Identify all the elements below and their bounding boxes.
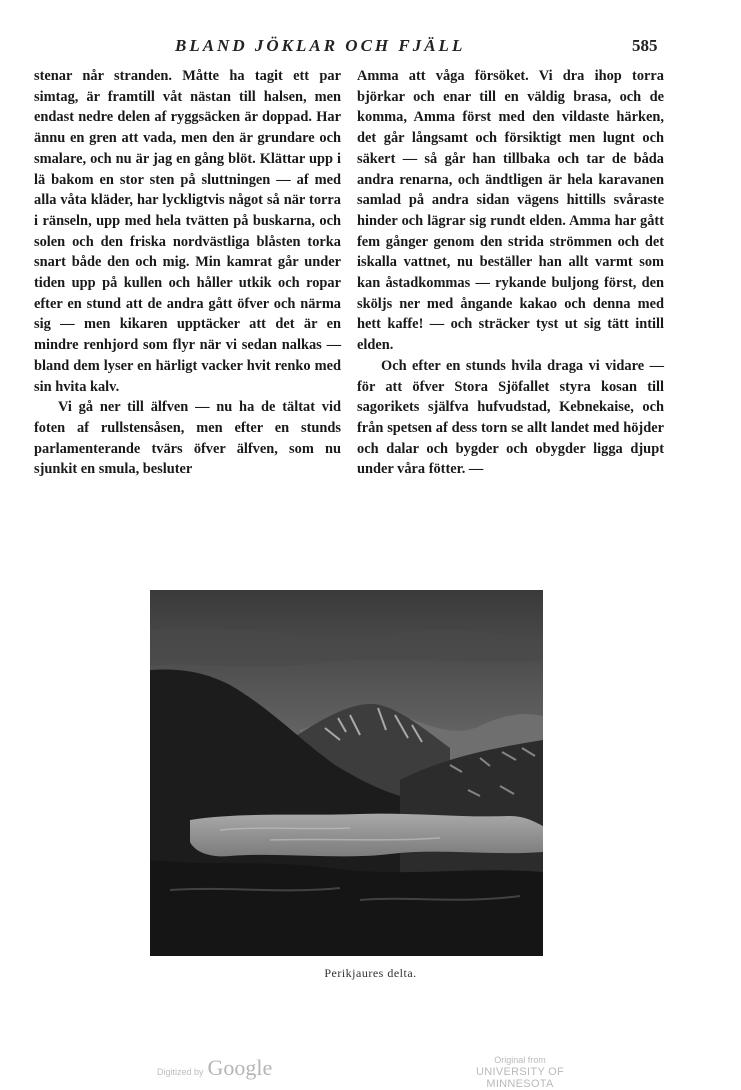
digitized-by-watermark	[157, 1055, 272, 1081]
landscape-illustration	[150, 590, 543, 956]
original-from-label: Original from	[494, 1055, 546, 1065]
right-paragraph-1: Amma att våga försöket. Vi dra ihop torra björkar och enar till en väldig brasa, och de komma, Amma först med den vildaste härken, det går långsamt och försiktigt men lugnt och säkert — så går han tillbaka och tar de båda andra renarna, och ändtligen är hela karavanen samlad på andra sidan vägens hittills svåraste hinder och lägrar sig rundt elden. Amma har gått fem gånger genom den strida strömmen och det iskalla vattnet, nu beställer han allt varmt som kan åstadkommas — rykande buljong först, den sköljs ner med ångande kakao och denna med hett kaffe! — och sträcker tyst ut sig tätt intill elden.	[357, 68, 664, 354]
left-paragraph-2: Vi gå ner till älfven — nu ha de tältat vid foten af rullstensåsen, men efter en stunds parlamenterande tvärs öfver älfven, som nu sjunkit en smula, besluter	[34, 399, 341, 478]
google-logo: Google	[207, 1055, 273, 1080]
running-head: BLAND JÖKLAR OCH FJÄLL	[175, 36, 466, 55]
page-number: 585	[632, 36, 658, 55]
right-column	[357, 66, 664, 480]
figure-caption: Perikjaures delta.	[324, 966, 417, 980]
left-paragraph-1: stenar når stranden. Måtte ha tagit ett par simtag, är framtill våt nästan till halsen, men endast nedre delen af ryggsäcken är doppad. Har ännu en gren att vada, men den är grundare och smalare, och nu är jag en gång blöt. Klättar upp i lä bakom en stor sten på sluttningen — af med alla våta kläder, har lyckligtvis något så när torra i ränseln, upp med hela tvätten på buskarna, och solen och den friska nordvästliga blåsten torka snart både den och mig. Min kamrat går under tiden upp på kullen och håller utkik och ropar efter en stund att de andra gått öfver och närma sig — men kikaren upptäcker att det är en mindre renhjord som flyr när vi sedan nalkas — bland dem lyser en härligt vacker hvit renko med sin hvita kalv.	[34, 68, 341, 395]
foreground	[150, 860, 543, 956]
right-paragraph-2: Och efter en stunds hvila draga vi vidare — för att öfver Stora Sjöfallet styra kosan till sagorikets själfva hufvudstad, Kebnekaise, och från spetsen af dess torn se allt landet med höjder och dalar och bygder och obygder ligga djupt under våra fötter. —	[357, 357, 664, 478]
left-column	[34, 66, 341, 480]
landscape-photograph	[150, 590, 543, 956]
original-from-watermark	[450, 1054, 590, 1090]
digitized-label: Digitized by	[157, 1067, 204, 1077]
lake	[190, 814, 543, 857]
institution-name: UNIVERSITY OF MINNESOTA	[475, 1066, 565, 1090]
